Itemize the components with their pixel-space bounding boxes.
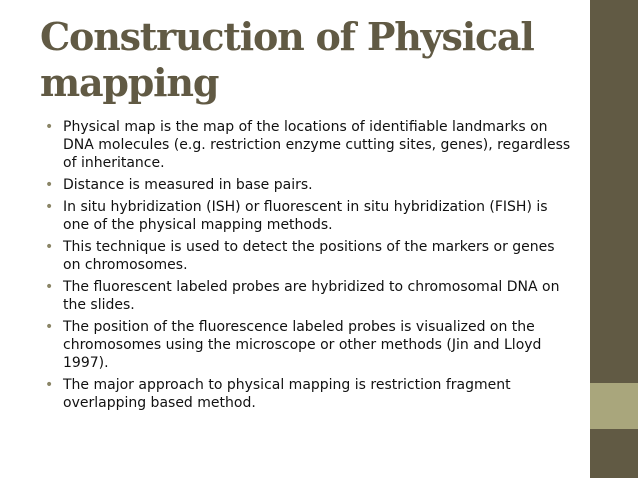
bullet-text: Physical map is the map of the locations of identifiable landmarks on DNA molecules (e.g. restriction enzyme cutting sites, genes), regardless of inheritance. bbox=[63, 119, 571, 171]
bullet-text: In situ hybridization (ISH) or fluorescent in situ hybridization (FISH) is one of the physical mapping methods. bbox=[63, 199, 548, 233]
bullet-item bbox=[44, 198, 574, 234]
bullet-item bbox=[44, 278, 574, 314]
bullet-text: The major approach to physical mapping is restriction fragment overlapping based method. bbox=[63, 377, 511, 411]
bullet-dot-icon: • bbox=[45, 377, 54, 393]
bullet-dot-icon: • bbox=[45, 239, 54, 255]
bullet-dot-icon: • bbox=[45, 279, 54, 295]
bullet-text: This technique is used to detect the positions of the markers or genes on chromosomes. bbox=[63, 239, 555, 273]
bullet-item bbox=[44, 318, 574, 372]
bullet-item bbox=[44, 376, 574, 412]
bullet-text: The position of the fluorescence labeled probes is visualized on the chromosomes using the microscope or other methods (Jin and Lloyd 1997). bbox=[63, 319, 542, 371]
bullet-item bbox=[44, 176, 574, 194]
bullet-text: Distance is measured in base pairs. bbox=[63, 177, 313, 193]
bullet-text: The fluorescent labeled probes are hybridized to chromosomal DNA on the slides. bbox=[63, 279, 560, 313]
bullet-item bbox=[44, 118, 574, 172]
bullet-dot-icon: • bbox=[45, 119, 54, 135]
bullet-dot-icon: • bbox=[45, 199, 54, 215]
decorative-sidebar-accent bbox=[590, 383, 638, 429]
bullet-list bbox=[44, 118, 574, 416]
slide-title: Construction of Physical mapping bbox=[40, 14, 534, 105]
bullet-dot-icon: • bbox=[45, 177, 54, 193]
bullet-item bbox=[44, 238, 574, 274]
bullet-dot-icon: • bbox=[45, 319, 54, 335]
